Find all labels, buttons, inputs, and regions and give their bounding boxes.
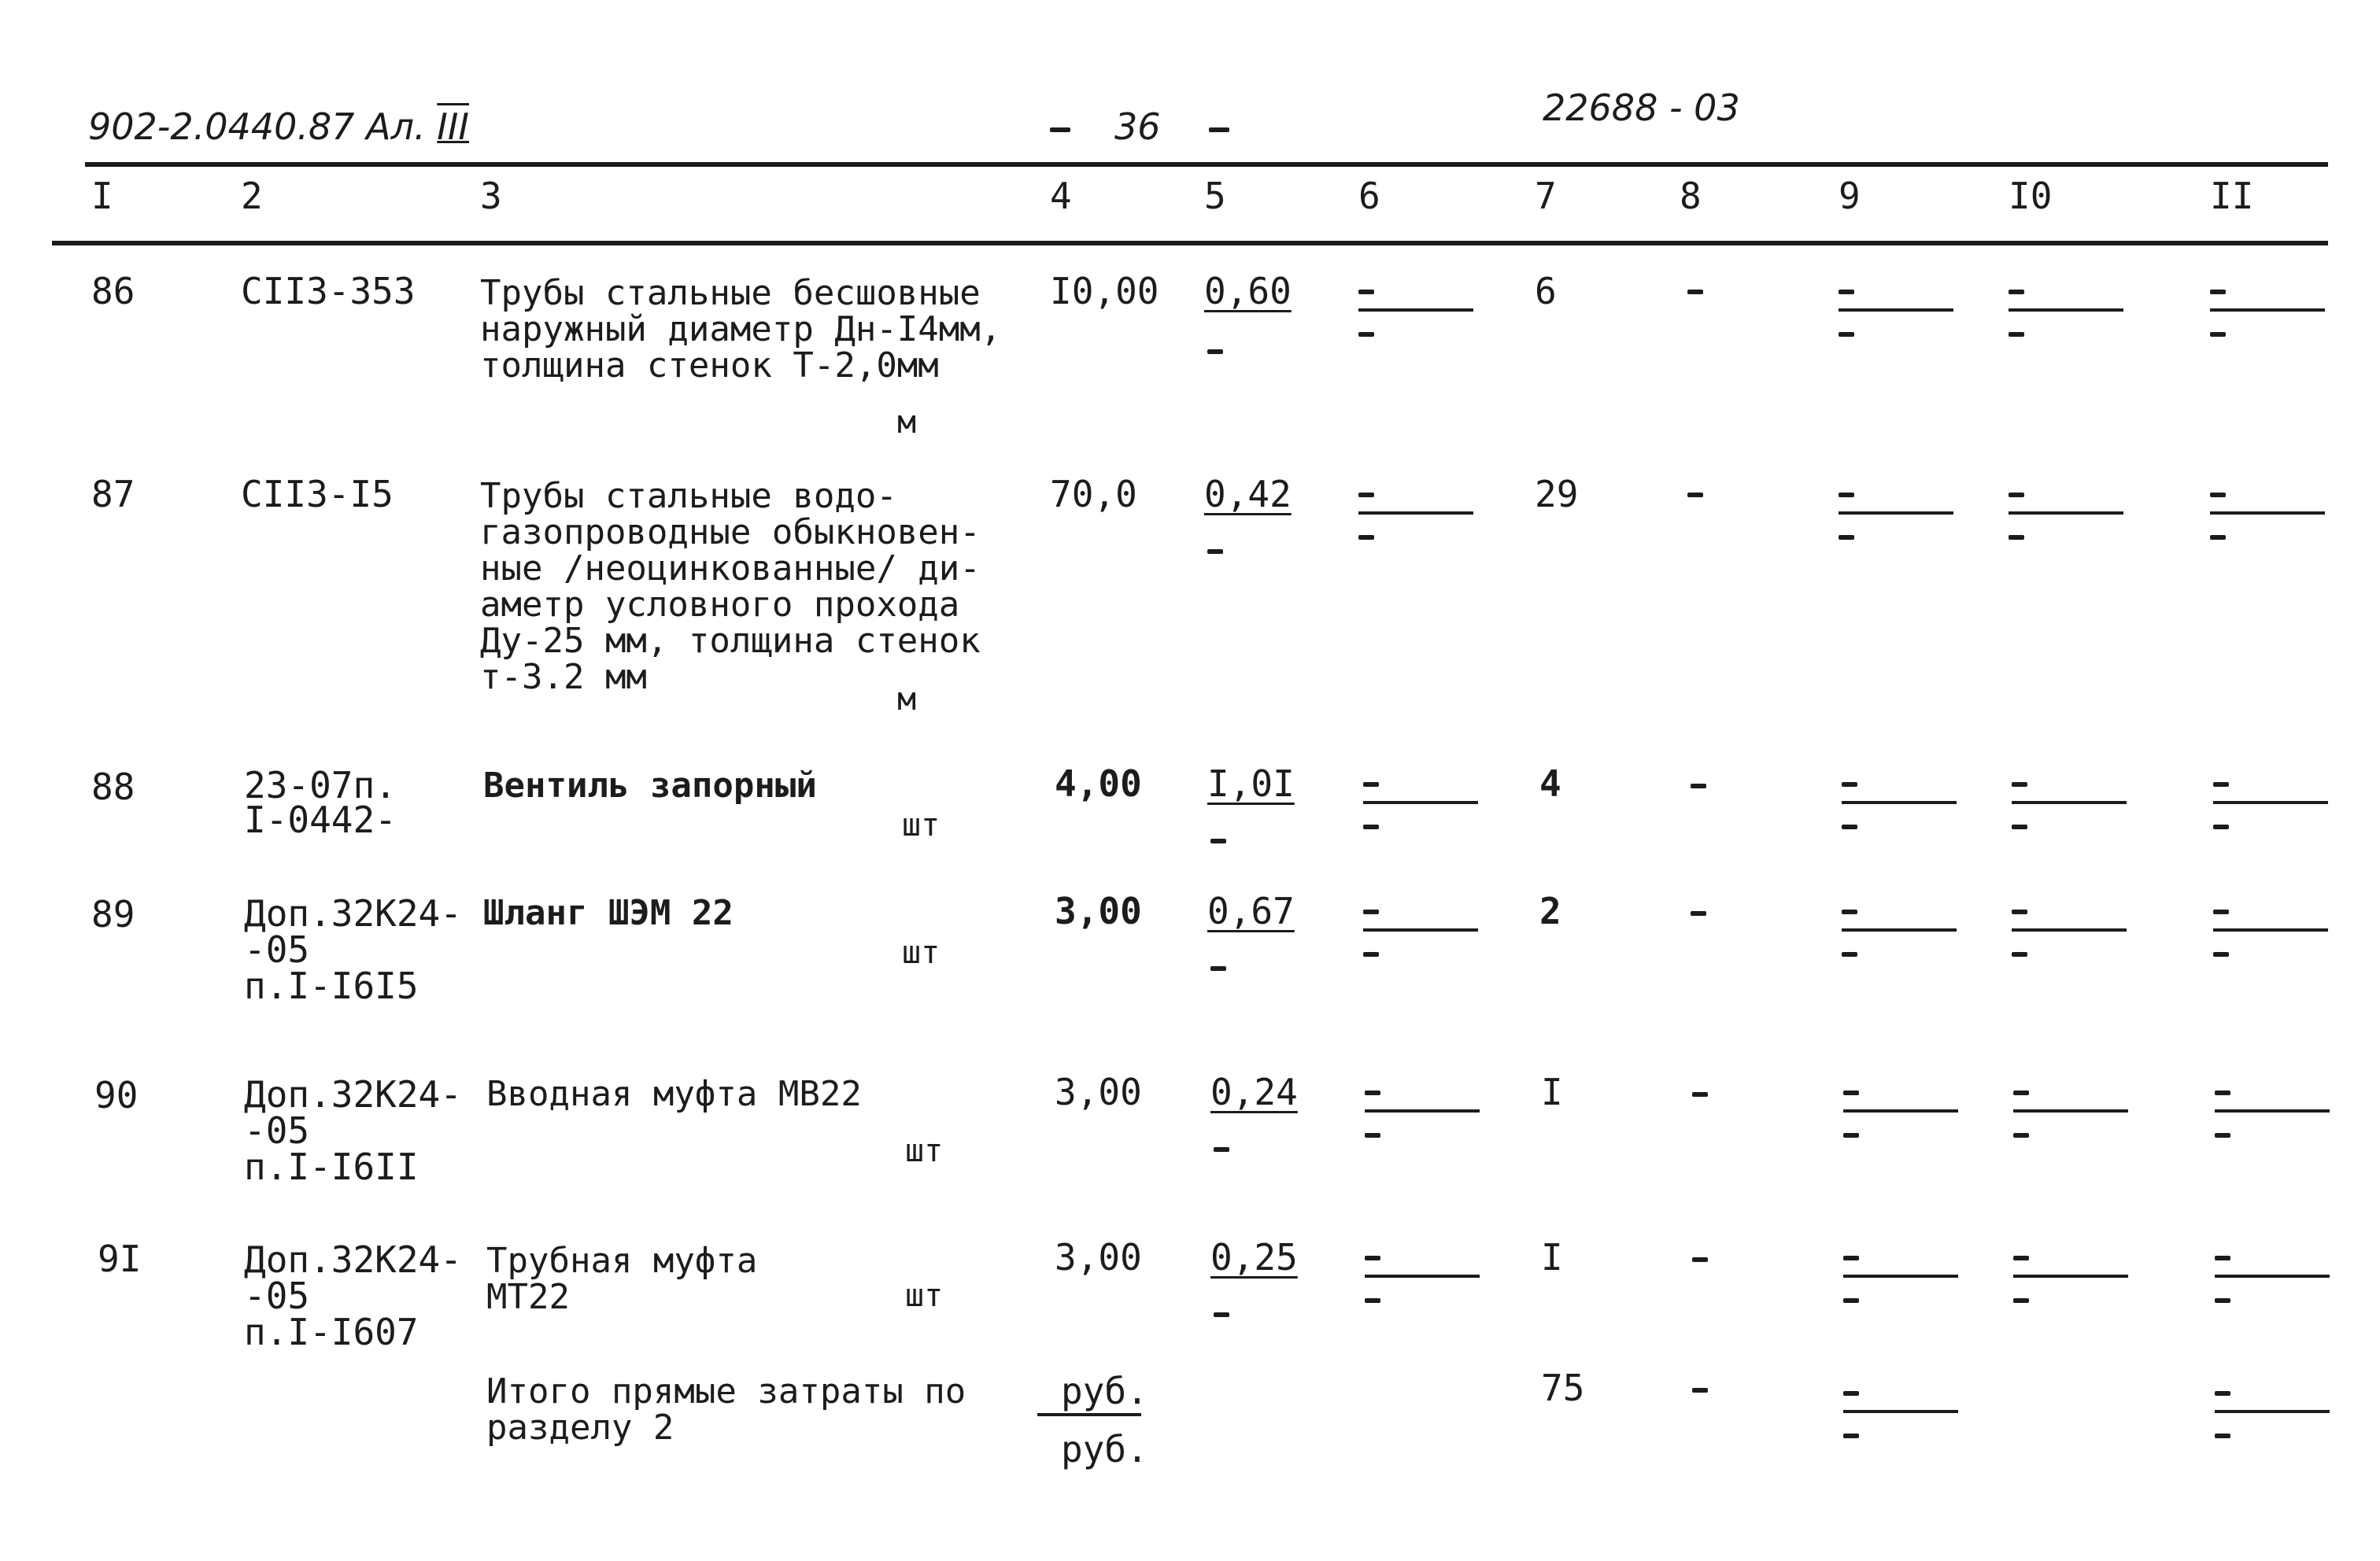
row-col6-fraction bbox=[1365, 1243, 1483, 1282]
row-number: 86 bbox=[91, 270, 135, 312]
row-col8-dash bbox=[1692, 1092, 1708, 1097]
row-col10-fraction bbox=[2009, 480, 2127, 519]
row-code-line: Доп.32К24- bbox=[244, 892, 462, 935]
row-col8-dash bbox=[1692, 1257, 1708, 1262]
row-col8-dash bbox=[1687, 493, 1703, 497]
row-col10-fraction bbox=[2013, 1078, 2131, 1117]
column-header-6: 6 bbox=[1358, 175, 1380, 217]
row-description-line: МТ22 bbox=[486, 1277, 570, 1317]
row-description bbox=[486, 1076, 862, 1113]
row-col6-fraction bbox=[1358, 277, 1476, 316]
row-code bbox=[244, 1073, 462, 1188]
row-price-sub-dash bbox=[1207, 549, 1223, 554]
row-unit: шт bbox=[902, 807, 941, 843]
row-description-line: газопроводные обыкновен- bbox=[480, 512, 981, 552]
row-col9-fraction bbox=[1843, 1243, 1961, 1282]
row-unit-price: 0,24 bbox=[1210, 1071, 1298, 1113]
table-top-rule bbox=[85, 162, 2328, 167]
row-col10-fraction bbox=[2009, 277, 2127, 316]
row-quantity: 4,00 bbox=[1055, 762, 1142, 805]
row-col7-value: I bbox=[1541, 1071, 1563, 1113]
row-unit: шт bbox=[905, 1133, 944, 1169]
row-code-line: -05 bbox=[244, 1109, 310, 1152]
row-unit-price: 0,42 bbox=[1204, 473, 1292, 515]
column-header-10: I0 bbox=[2009, 175, 2053, 217]
row-number: 9I bbox=[98, 1238, 142, 1280]
row-unit: м bbox=[897, 681, 917, 718]
row-col10-fraction bbox=[2012, 769, 2130, 809]
row-description-line: Шланг ШЭМ 22 bbox=[483, 893, 734, 933]
total-unit-bottom: руб. bbox=[1061, 1428, 1148, 1471]
row-col6-fraction bbox=[1363, 897, 1481, 936]
total-description bbox=[486, 1371, 966, 1448]
row-description-line: Ду-25 мм, толщина стенок bbox=[480, 621, 981, 661]
column-header-11: II bbox=[2210, 175, 2254, 217]
row-col11-fraction bbox=[2215, 1078, 2333, 1117]
row-price-sub-dash bbox=[1207, 349, 1223, 354]
row-col11-fraction bbox=[2210, 277, 2328, 316]
table-header-rule bbox=[52, 241, 2328, 245]
total-description-line: Итого прямые затраты по bbox=[486, 1371, 966, 1412]
row-description-line: т-3.2 мм bbox=[480, 657, 647, 697]
row-col7-value: 4 bbox=[1539, 762, 1561, 805]
row-col9-fraction bbox=[1839, 277, 1957, 316]
total-col7-value: 75 bbox=[1541, 1367, 1585, 1409]
row-quantity: 3,00 bbox=[1055, 1236, 1142, 1279]
row-col9-fraction bbox=[1839, 480, 1957, 519]
document-code bbox=[88, 105, 469, 148]
row-col8-dash bbox=[1691, 911, 1706, 916]
row-code bbox=[244, 764, 397, 841]
row-code bbox=[244, 892, 462, 1007]
row-code bbox=[241, 272, 416, 310]
column-header-2: 2 bbox=[241, 175, 263, 217]
row-col8-dash bbox=[1687, 290, 1703, 294]
row-code bbox=[244, 1238, 462, 1353]
row-description-line: наружный диаметр Дн-I4мм, bbox=[480, 309, 1002, 349]
page-number-dash-right bbox=[1209, 127, 1229, 132]
row-col11-fraction bbox=[2215, 1243, 2333, 1282]
row-col9-fraction bbox=[1842, 769, 1960, 809]
page-number: 36 bbox=[1114, 105, 1161, 148]
row-code-line: п.I-I6I5 bbox=[244, 965, 419, 1007]
row-unit-price: 0,60 bbox=[1204, 270, 1292, 312]
row-price-sub-dash bbox=[1210, 966, 1226, 971]
row-description-line: Вентиль запорный bbox=[483, 766, 817, 806]
row-code-line: СII3-I5 bbox=[241, 473, 394, 515]
row-description bbox=[480, 275, 1001, 384]
row-unit: шт bbox=[905, 1278, 944, 1314]
row-description bbox=[486, 1243, 757, 1316]
row-unit-price: 0,67 bbox=[1207, 890, 1295, 932]
column-header-9: 9 bbox=[1839, 175, 1861, 217]
column-header-1: I bbox=[91, 175, 113, 217]
total-unit-fraction-line bbox=[1037, 1413, 1141, 1416]
row-col7-value: 29 bbox=[1535, 473, 1579, 515]
row-col8-dash bbox=[1691, 784, 1706, 788]
row-price-sub-dash bbox=[1210, 839, 1226, 843]
row-description bbox=[483, 768, 817, 804]
column-header-8: 8 bbox=[1680, 175, 1702, 217]
row-col11-fraction bbox=[2210, 480, 2328, 519]
row-col10-fraction bbox=[2013, 1243, 2131, 1282]
row-number: 89 bbox=[91, 893, 135, 935]
row-description-line: Трубы стальные бесшовные bbox=[480, 273, 981, 313]
row-quantity: I0,00 bbox=[1050, 270, 1159, 312]
row-number: 90 bbox=[94, 1074, 139, 1116]
row-col10-fraction bbox=[2012, 897, 2130, 936]
row-code-line: п.I-I6II bbox=[244, 1146, 419, 1188]
row-code-line: -05 bbox=[244, 1275, 310, 1317]
row-col7-value: 6 bbox=[1535, 270, 1557, 312]
row-quantity: 70,0 bbox=[1050, 473, 1137, 515]
total-col9-fraction bbox=[1843, 1378, 1961, 1418]
column-header-5: 5 bbox=[1204, 175, 1226, 217]
row-code-line: 23-07п. bbox=[244, 764, 397, 806]
row-unit-price: 0,25 bbox=[1210, 1236, 1298, 1279]
total-unit-top: руб. bbox=[1061, 1370, 1148, 1412]
row-code-line: I-0442- bbox=[244, 799, 397, 841]
total-col11-fraction bbox=[2215, 1378, 2333, 1418]
row-col6-fraction bbox=[1358, 480, 1476, 519]
row-unit: шт bbox=[902, 935, 941, 971]
row-unit-price: I,0I bbox=[1207, 762, 1295, 805]
row-description-line: толщина стенок Т-2,0мм bbox=[480, 345, 939, 386]
album-number: III bbox=[437, 105, 469, 148]
row-number: 87 bbox=[91, 473, 135, 515]
row-number: 88 bbox=[91, 766, 135, 808]
total-col8-dash bbox=[1692, 1388, 1708, 1393]
project-code: 22688 - 03 bbox=[1543, 87, 1740, 129]
row-quantity: 3,00 bbox=[1055, 1071, 1142, 1113]
row-description bbox=[483, 895, 734, 932]
row-price-sub-dash bbox=[1214, 1147, 1229, 1152]
row-description-line: Вводная муфта МВ22 bbox=[486, 1074, 862, 1114]
row-description-line: Трубы стальные водо- bbox=[480, 476, 897, 516]
column-header-4: 4 bbox=[1050, 175, 1072, 217]
row-quantity: 3,00 bbox=[1055, 890, 1142, 932]
column-header-3: 3 bbox=[480, 175, 502, 217]
row-description-line: аметр условного прохода bbox=[480, 585, 960, 625]
row-code-line: СII3-353 bbox=[241, 270, 416, 312]
row-col11-fraction bbox=[2213, 897, 2331, 936]
row-col9-fraction bbox=[1842, 897, 1960, 936]
row-description-line: ные /неоцинкованные/ ди- bbox=[480, 548, 981, 589]
row-code-line: п.I-I607 bbox=[244, 1311, 419, 1353]
row-unit: м bbox=[897, 404, 917, 441]
row-col11-fraction bbox=[2213, 769, 2331, 809]
row-code-line: Доп.32К24- bbox=[244, 1073, 462, 1116]
row-description-line: Трубная муфта bbox=[486, 1241, 758, 1281]
row-description bbox=[480, 478, 981, 696]
row-code-line: Доп.32К24- bbox=[244, 1238, 462, 1281]
row-code-line: -05 bbox=[244, 928, 310, 971]
total-description-line: разделу 2 bbox=[486, 1408, 674, 1448]
row-col7-value: 2 bbox=[1539, 890, 1561, 932]
row-col6-fraction bbox=[1365, 1078, 1483, 1117]
row-col7-value: I bbox=[1541, 1236, 1563, 1279]
row-col6-fraction bbox=[1363, 769, 1481, 809]
column-header-7: 7 bbox=[1535, 175, 1557, 217]
row-col9-fraction bbox=[1843, 1078, 1961, 1117]
row-price-sub-dash bbox=[1214, 1312, 1229, 1317]
document-code-text: 902-2.0440.87 Ал. bbox=[88, 105, 426, 148]
page-number-dash-left bbox=[1050, 127, 1070, 132]
row-code bbox=[241, 475, 394, 513]
